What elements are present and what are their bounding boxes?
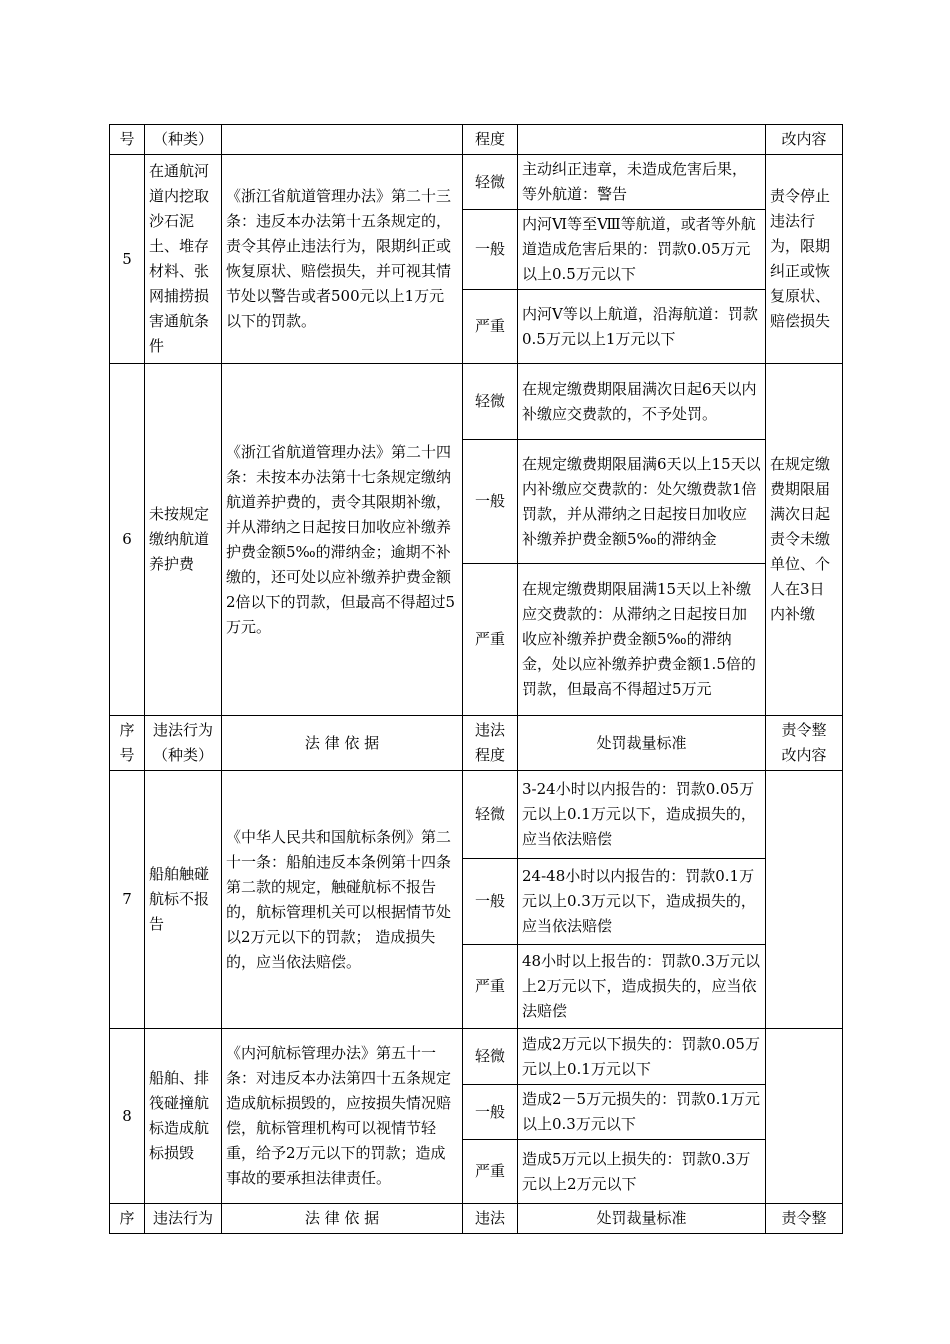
row-number: 7 <box>110 771 145 1029</box>
degree-severe: 严重 <box>463 290 518 364</box>
degree-minor: 轻微 <box>463 364 518 440</box>
header-type-line1: 违法行为 <box>152 721 213 739</box>
standard-general: 在规定缴费期限届满6天以上15天以内补缴应交费款的：处欠缴费款1倍罚款，并从滞纳之日起按日加收应补缴养护费金额5‰的滞纳金 <box>518 440 766 564</box>
degree-severe: 严重 <box>463 1140 518 1204</box>
degree-general: 一般 <box>463 859 518 945</box>
degree-minor: 轻微 <box>463 771 518 859</box>
violation-type: 在通航河道内挖取沙石泥土、堆存材料、张网捕捞损害通航条件 <box>145 155 222 364</box>
table-row <box>110 155 843 210</box>
degree-general: 一般 <box>463 1085 518 1140</box>
legal-basis: 《内河航标管理办法》第五十一条：对违反本办法第四十五条规定造成航标损毁的，应按损失情况赔偿，航标管理机构可以视情节轻重，给予2万元以下的罚款；造成事故的要承担法律责任。 <box>222 1029 463 1204</box>
table-row <box>110 1029 843 1085</box>
header-degree <box>463 716 518 771</box>
header-type: 违法行为 <box>145 1204 222 1234</box>
table-header-continued <box>110 1204 843 1234</box>
rectification-content <box>766 771 843 1029</box>
table-header-continued <box>110 125 843 155</box>
degree-general: 一般 <box>463 210 518 290</box>
header-standard: 处罚裁量标准 <box>518 716 766 771</box>
legal-basis: 《中华人民共和国航标条例》第二十一条：船舶违反本条例第十四条第二款的规定，触碰航标不报告的，航标管理机关可以根据情节处以2万元以下的罚款； 造成损失的，应当依法赔偿。 <box>222 771 463 1029</box>
header-no <box>110 716 145 771</box>
standard-severe: 48小时以上报告的：罚款0.3万元以上2万元以下，造成损失的，应当依法赔偿 <box>518 945 766 1029</box>
header-basis: 法 律 依 据 <box>222 1204 463 1234</box>
rectification-content: 责令停止违法行为，限期纠正或恢复原状、赔偿损失 <box>766 155 843 364</box>
header-basis <box>222 125 463 155</box>
header-fix <box>766 716 843 771</box>
row-number: 5 <box>110 155 145 364</box>
header-no-line1: 序 <box>119 721 135 739</box>
standard-minor: 3-24小时以内报告的：罚款0.05万元以上0.1万元以下，造成损失的，应当依法赔偿 <box>518 771 766 859</box>
table-header <box>110 716 843 771</box>
rectification-content: 在规定缴费期限届满次日起责令未缴单位、个人在3日内补缴 <box>766 364 843 716</box>
row-number: 8 <box>110 1029 145 1204</box>
violation-type: 船舶触碰航标不报告 <box>145 771 222 1029</box>
standard-minor: 主动纠正违章，未造成危害后果，等外航道：警告 <box>518 155 766 210</box>
degree-minor: 轻微 <box>463 1029 518 1085</box>
row-number: 6 <box>110 364 145 716</box>
header-type-line2: （种类） <box>152 746 213 764</box>
header-fix: 责令整 <box>766 1204 843 1234</box>
header-standard <box>518 125 766 155</box>
table-row <box>110 364 843 440</box>
violation-type: 未按规定缴纳航道养护费 <box>145 364 222 716</box>
standard-minor: 造成2万元以下损失的：罚款0.05万元以上0.1万元以下 <box>518 1029 766 1085</box>
legal-basis: 《浙江省航道管理办法》第二十四条：未按本办法第十七条规定缴纳航道养护费的，责令其限期补缴，并从滞纳之日起按日加收应补缴养护费金额5‰的滞纳金；逾期不补缴的，还可处以应补缴养护费金额2倍以下的罚款，但最高不得超过5万元。 <box>222 364 463 716</box>
header-type: （种类） <box>145 125 222 155</box>
degree-severe: 严重 <box>463 564 518 716</box>
header-degree: 程度 <box>463 125 518 155</box>
header-no-line2: 号 <box>119 746 135 764</box>
header-fix-line2: 改内容 <box>781 746 827 764</box>
standard-general: 造成2－5万元损失的：罚款0.1万元以上0.3万元以下 <box>518 1085 766 1140</box>
standard-severe: 内河Ⅴ等以上航道，沿海航道：罚款0.5万元以上1万元以下 <box>518 290 766 364</box>
header-degree-line1: 违法 <box>474 721 505 739</box>
standard-general: 内河Ⅵ等至Ⅷ等航道，或者等外航道造成危害后果的：罚款0.05万元以上0.5万元以下 <box>518 210 766 290</box>
standard-severe: 造成5万元以上损失的：罚款0.3万元以上2万元以下 <box>518 1140 766 1204</box>
standard-severe: 在规定缴费期限届满15天以上补缴应交费款的：从滞纳之日起按日加收应补缴养护费金额5‰的滞纳金，处以应补缴养护费金额1.5倍的罚款，但最高不得超过5万元 <box>518 564 766 716</box>
legal-basis: 《浙江省航道管理办法》第二十三条：违反本办法第十五条规定的，责令其停止违法行为，限期纠正或恢复原状、赔偿损失，并可视其情节处以警告或者500元以上1万元以下的罚款。 <box>222 155 463 364</box>
header-fix: 改内容 <box>766 125 843 155</box>
degree-general: 一般 <box>463 440 518 564</box>
header-degree-line2: 程度 <box>474 746 505 764</box>
standard-minor: 在规定缴费期限届满次日起6天以内补缴应交费款的，不予处罚。 <box>518 364 766 440</box>
penalty-discretion-table <box>109 124 843 1234</box>
rectification-content <box>766 1029 843 1204</box>
header-standard: 处罚裁量标准 <box>518 1204 766 1234</box>
header-fix-line1: 责令整 <box>781 721 827 739</box>
standard-general: 24-48小时以内报告的：罚款0.1万元以上0.3万元以下，造成损失的，应当依法赔偿 <box>518 859 766 945</box>
table-row <box>110 771 843 859</box>
header-no: 号 <box>110 125 145 155</box>
header-type <box>145 716 222 771</box>
violation-type: 船舶、排筏碰撞航标造成航标损毁 <box>145 1029 222 1204</box>
header-degree: 违法 <box>463 1204 518 1234</box>
degree-severe: 严重 <box>463 945 518 1029</box>
header-no: 序 <box>110 1204 145 1234</box>
header-basis: 法 律 依 据 <box>222 716 463 771</box>
degree-minor: 轻微 <box>463 155 518 210</box>
